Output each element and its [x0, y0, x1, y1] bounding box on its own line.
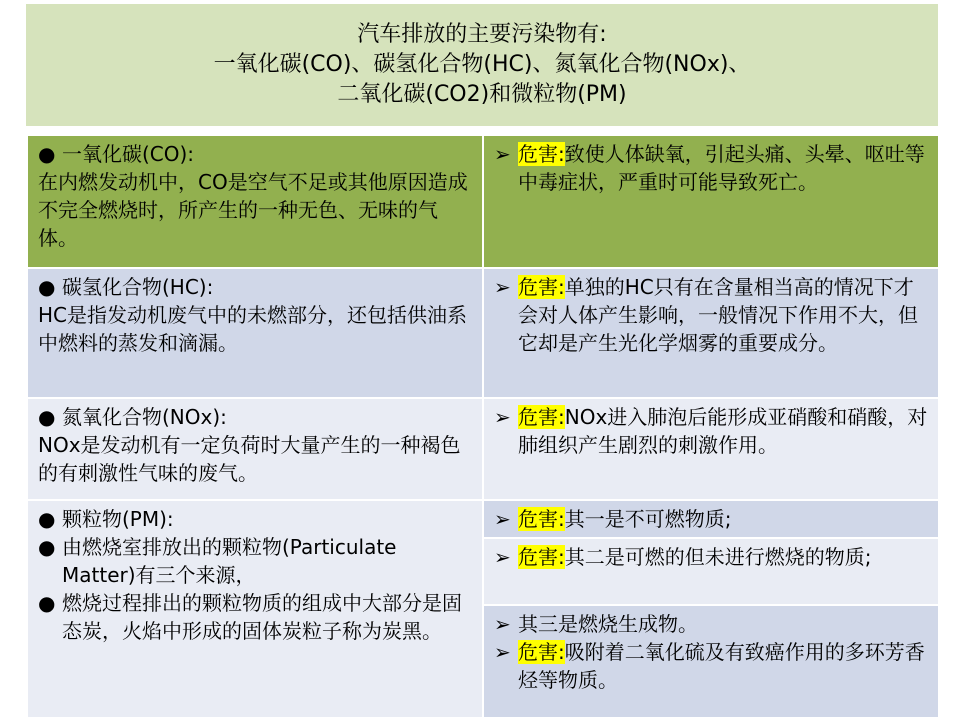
table-row: [27, 398, 939, 500]
hazard-label: 危害:: [518, 545, 565, 569]
pollutant-table: [26, 134, 940, 719]
pm-point: 由燃烧室排放出的颗粒物(Particulate Matter)有三个来源，: [62, 535, 397, 587]
arrow-bullet-icon: ➢: [494, 640, 511, 664]
pollutant-cell-co: [27, 135, 483, 268]
title-line-1: 汽车排放的主要污染物有:: [357, 22, 607, 47]
pollutant-cell-nox: [27, 398, 483, 500]
arrow-bullet-icon: ➢: [494, 142, 511, 166]
pollutant-heading: 一氧化碳(CO):: [62, 142, 195, 166]
bullet-icon: ●: [38, 507, 56, 531]
hazard-text: 其一是不可燃物质;: [564, 507, 732, 531]
bullet-icon: ●: [38, 405, 56, 429]
hazard-cell-nox: [483, 398, 939, 500]
hazard-cell-hc: [483, 268, 939, 398]
hazard-cell-pm-1: [483, 500, 939, 538]
hazard-label: 危害:: [518, 142, 565, 166]
pollutant-cell-pm: [27, 500, 483, 718]
hazard-text: 其二是可燃的但未进行燃烧的物质;: [564, 545, 872, 569]
pm-source-text: 其三是燃烧生成物。: [518, 612, 698, 636]
hazard-cell-pm-3: [483, 605, 939, 718]
bullet-icon: ●: [38, 142, 56, 166]
hazard-text: 致使人体缺氧，引起头痛、头晕、呕吐等中毒症状，严重时可能导致死亡。: [518, 142, 925, 194]
hazard-text: 吸附着二氧化硫及有致癌作用的多环芳香烃等物质。: [518, 640, 925, 692]
pollutant-description: NOx是发动机有一定负荷时大量产生的一种褐色的有刺激性气味的废气。: [38, 433, 461, 485]
pollutant-cell-hc: [27, 268, 483, 398]
pollutant-description: 在内燃发动机中，CO是空气不足或其他原因造成不完全燃烧时，所产生的一种无色、无味的气体。: [38, 170, 468, 250]
bullet-icon: ●: [38, 535, 56, 559]
title-line-2: 一氧化碳(CO)、碳氢化合物(HC)、氮氧化合物(NOx)、: [213, 52, 751, 77]
pm-point: 燃烧过程排出的颗粒物质的组成中大部分是固态炭，火焰中形成的固体炭粒子称为炭黑。: [62, 591, 462, 643]
hazard-label: 危害:: [518, 405, 565, 429]
hazard-text: NOx进入肺泡后能形成亚硝酸和硝酸，对肺组织产生剧烈的刺激作用。: [518, 405, 928, 457]
bullet-icon: ●: [38, 591, 56, 615]
hazard-text: 单独的HC只有在含量相当高的情况下才会对人体产生影响，一般情况下作用不大，但它却是产生光化学烟雾的重要成分。: [518, 275, 918, 355]
pollutant-heading: 碳氢化合物(HC):: [62, 275, 214, 299]
hazard-label: 危害:: [518, 507, 565, 531]
pollutant-description: HC是指发动机废气中的未燃部分，还包括供油系中燃料的蒸发和滴漏。: [38, 303, 468, 355]
hazard-label: 危害:: [518, 275, 565, 299]
bullet-icon: ●: [38, 275, 56, 299]
arrow-bullet-icon: ➢: [494, 612, 511, 636]
hazard-label: 危害:: [518, 640, 565, 664]
title-line-3: 二氧化碳(CO2)和微粒物(PM): [337, 82, 627, 107]
table-row: [27, 500, 939, 538]
arrow-bullet-icon: ➢: [494, 507, 511, 531]
table-row: [27, 268, 939, 398]
arrow-bullet-icon: ➢: [494, 275, 511, 299]
pollutant-heading: 氮氧化合物(NOx):: [62, 405, 227, 429]
hazard-cell-co: [483, 135, 939, 268]
pollutant-heading: 颗粒物(PM):: [62, 507, 174, 531]
arrow-bullet-icon: ➢: [494, 405, 511, 429]
table-row: [27, 135, 939, 268]
hazard-cell-pm-2: [483, 538, 939, 605]
title-box: [26, 4, 938, 126]
arrow-bullet-icon: ➢: [494, 545, 511, 569]
